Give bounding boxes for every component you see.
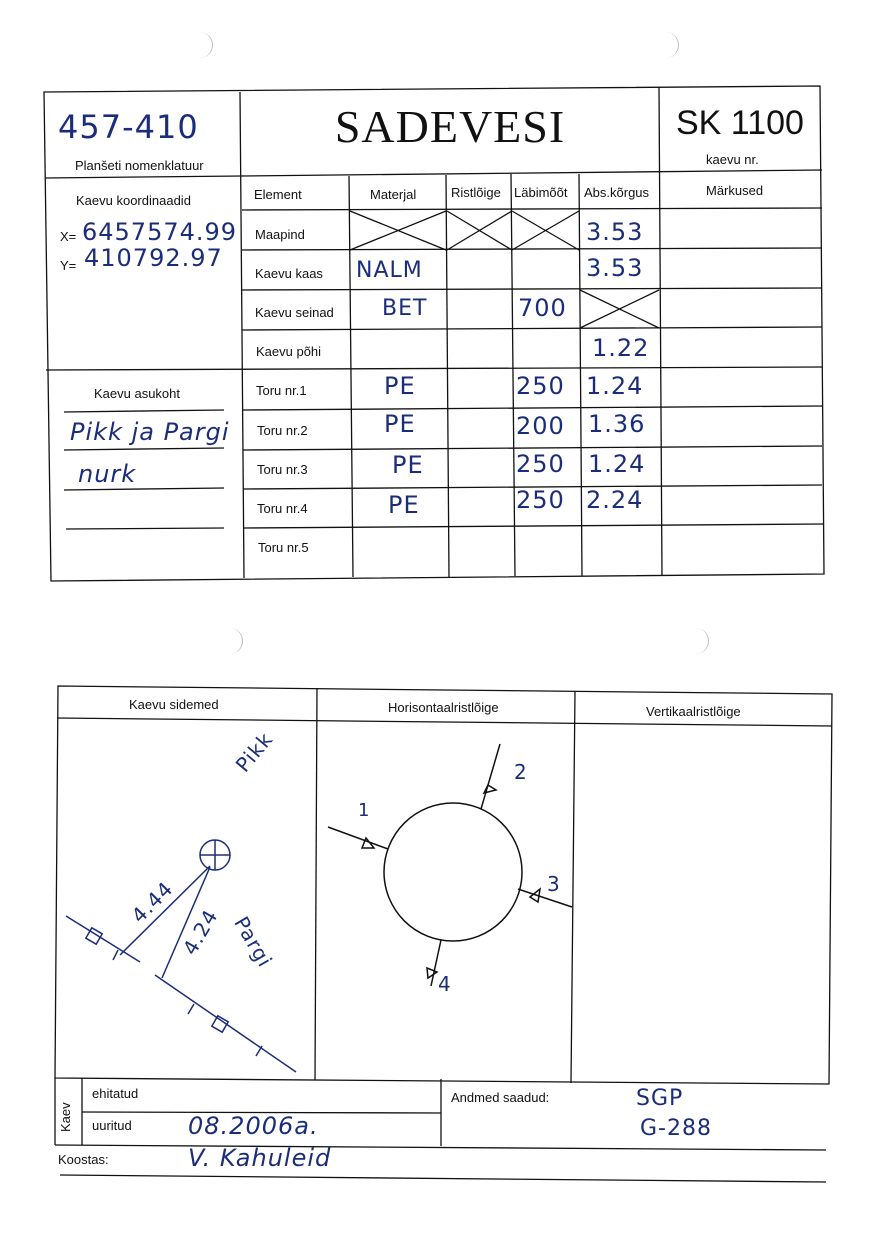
x-prefix: X= [60,229,77,244]
panel-header-horizontal: Horisontaalristlõige [388,700,499,715]
street-label-pargi: Pargi [229,912,278,972]
header-elevation: Abs.kõrgus [584,185,650,200]
well-number-label: kaevu nr. [706,152,759,167]
row-element: Toru nr.3 [257,462,308,477]
header-diameter: Läbimõõt [514,185,568,200]
distance-label-1: 4.44 [126,876,178,928]
data-source-value-1: SGP [636,1086,684,1111]
header-notes: Märkused [706,183,764,198]
row-diameter: 250 [516,372,565,400]
row-element: Kaevu seinad [255,305,334,320]
pipe-label-1: 1 [358,800,371,821]
row-element: Kaevu kaas [255,266,323,281]
header-cross-section: Ristlõige [451,185,501,200]
row-element: Toru nr.1 [256,383,307,398]
location-line-1: Pikk ja Pargi [70,418,230,446]
built-label: ehitatud [92,1086,139,1101]
street-label-pikk: Pikk [230,727,278,777]
pipe-label-3: 3 [547,872,561,896]
row-element: Kaevu põhi [256,344,322,359]
row-elevation: 1.24 [586,372,644,400]
row-elevation: 1.22 [592,334,650,362]
location-label: Kaevu asukoht [94,386,181,401]
location-line-2: nurk [78,460,137,488]
distance-label-2: 4.24 [177,904,223,960]
row-elevation: 1.24 [588,450,646,478]
row-element: Toru nr.2 [257,423,308,438]
row-material: BET [382,296,428,321]
row-diameter: 250 [516,450,565,478]
row-elevation: 3.53 [586,218,644,246]
page-title: SADEVESI [334,101,566,152]
surveyed-value: 08.2006a. [188,1112,319,1140]
plansheet-label: Planšeti nomenklatuur [75,158,204,173]
y-coordinate-value: 410792.97 [84,244,223,272]
author-value: V. Kahuleid [188,1144,332,1172]
surveyed-label: uuritud [92,1118,132,1133]
row-elevation: 3.53 [586,254,644,282]
well-side-label: Kaev [58,1102,73,1132]
row-elevation: 2.24 [586,486,644,514]
x-coordinate-value: 6457574.99 [82,218,238,246]
row-material: PE [384,410,416,438]
row-element: Toru nr.5 [258,540,309,555]
row-diameter: 700 [518,294,567,322]
row-material: NALM [356,258,423,283]
row-material: PE [388,491,420,519]
panel-header-links: Kaevu sidemed [129,697,219,712]
well-number-value: SK 1100 [676,104,804,142]
plansheet-value: 457-410 [58,108,199,146]
data-source-value-2: G-288 [640,1116,712,1141]
data-source-label: Andmed saadud: [451,1090,550,1105]
panel-header-vertical: Vertikaalristlõige [646,704,741,719]
y-prefix: Y= [60,258,77,273]
row-diameter: 250 [516,486,565,514]
header-element: Element [254,187,302,202]
row-elevation: 1.36 [588,410,646,438]
pipe-label-2: 2 [514,760,528,784]
pipe-label-4: 4 [438,972,452,996]
author-label: Koostas: [58,1152,109,1167]
header-material: Materjal [370,187,417,202]
row-material: PE [384,372,416,400]
row-element: Toru nr.4 [257,501,308,516]
row-material: PE [392,451,424,479]
coordinates-label: Kaevu koordinaadid [76,193,191,208]
row-element: Maapind [255,227,305,242]
row-diameter: 200 [516,412,565,440]
